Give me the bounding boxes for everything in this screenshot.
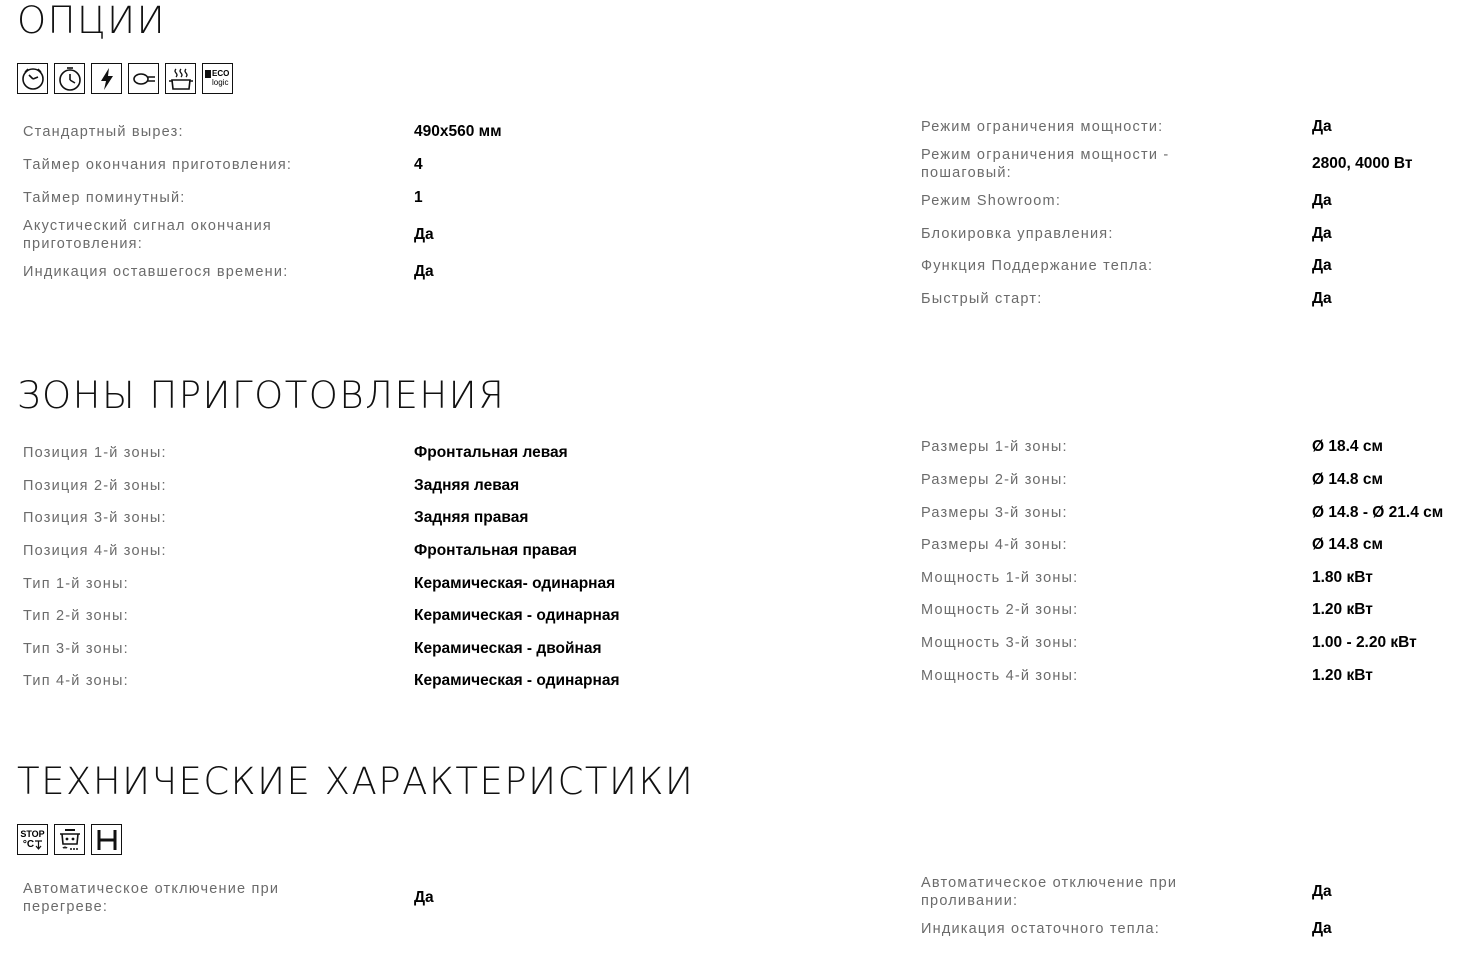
spec-value: Фронтальная правая xyxy=(414,542,577,559)
pot-steam-icon xyxy=(165,63,196,94)
spec-label: Режим ограничения мощности: xyxy=(921,119,1164,135)
spec-label: Быстрый старт: xyxy=(921,291,1043,307)
stop-text: STOP xyxy=(20,829,45,839)
spec-value: Ø 18.4 см xyxy=(1312,438,1383,455)
spec-label: Тип 1-й зоны: xyxy=(23,576,129,592)
spec-label: Индикация остаточного тепла: xyxy=(921,921,1161,937)
spec-label: Тип 2-й зоны: xyxy=(23,608,129,624)
options-icons xyxy=(17,63,233,94)
spec-value: Да xyxy=(1312,883,1332,900)
spec-value: Да xyxy=(1312,257,1332,274)
residual-heat-icon xyxy=(91,824,122,855)
spec-label: Блокировка управления: xyxy=(921,226,1114,242)
spec-value: Да xyxy=(1312,920,1332,937)
spec-label: Таймер поминутный: xyxy=(23,190,186,206)
spec-value: 1.20 кВт xyxy=(1312,601,1373,618)
zones-title: ЗОНЫ ПРИГОТОВЛЕНИЯ xyxy=(17,374,506,417)
spec-label: Позиция 1-й зоны: xyxy=(23,445,167,461)
spec-value: Керамическая - двойная xyxy=(414,640,602,657)
spec-label: Мощность 3-й зоны: xyxy=(921,635,1079,651)
eco-bottom-text: logic xyxy=(212,78,229,87)
spec-value: 1.20 кВт xyxy=(1312,667,1373,684)
spec-label: Режим Showroom: xyxy=(921,193,1062,209)
spec-label: Автоматическое отключение при перегреве: xyxy=(23,881,280,915)
spec-value: Да xyxy=(1312,290,1332,307)
stop-temperature-icon xyxy=(17,824,48,855)
spec-label: Акустический сигнал окончания приготовления: xyxy=(23,218,272,252)
spec-value: Керамическая - одинарная xyxy=(414,607,620,624)
spec-value: 490x560 мм xyxy=(414,123,502,140)
spec-value: Фронтальная левая xyxy=(414,444,568,461)
eco-top-text: ECO xyxy=(212,69,230,78)
timer-icon xyxy=(54,63,85,94)
spec-value: Да xyxy=(414,226,434,243)
spec-value: Ø 14.8 см xyxy=(1312,471,1383,488)
spec-value: Да xyxy=(414,889,434,906)
spec-value: Да xyxy=(1312,225,1332,242)
spec-label: Мощность 4-й зоны: xyxy=(921,668,1079,684)
spec-label: Тип 3-й зоны: xyxy=(23,641,129,657)
spec-value: Ø 14.8 - Ø 21.4 см xyxy=(1312,504,1444,521)
spec-label: Мощность 1-й зоны: xyxy=(921,570,1079,586)
spec-value: 1.80 кВт xyxy=(1312,569,1373,586)
spec-label: Функция Поддержание тепла: xyxy=(921,258,1154,274)
spec-label: Позиция 4-й зоны: xyxy=(23,543,167,559)
spec-label: Индикация оставшегося времени: xyxy=(23,264,289,280)
clock-icon xyxy=(17,63,48,94)
spec-label: Автоматическое отключение при проливании: xyxy=(921,875,1178,909)
spec-label: Размеры 1-й зоны: xyxy=(921,439,1068,455)
lightning-icon xyxy=(91,63,122,94)
spec-label: Позиция 2-й зоны: xyxy=(23,478,167,494)
spec-value: 1 xyxy=(414,189,423,206)
tech-icons xyxy=(17,824,122,855)
spec-label: Тип 4-й зоны: xyxy=(23,673,129,689)
spec-label: Размеры 4-й зоны: xyxy=(921,537,1068,553)
spec-value: Да xyxy=(414,263,434,280)
spec-label: Размеры 2-й зоны: xyxy=(921,472,1068,488)
spec-value: Да xyxy=(1312,192,1332,209)
spec-label: Позиция 3-й зоны: xyxy=(23,510,167,526)
spec-label: Таймер окончания приготовления: xyxy=(23,157,293,173)
spec-value: 2800, 4000 Вт xyxy=(1312,155,1413,172)
power-limit-icon xyxy=(128,63,159,94)
temp-text: °C xyxy=(22,839,35,850)
eco-logic-icon xyxy=(202,63,233,94)
spec-label: Размеры 3-й зоны: xyxy=(921,505,1068,521)
spec-value: Керамическая- одинарная xyxy=(414,575,616,592)
spec-value: Керамическая - одинарная xyxy=(414,672,620,689)
spec-value: Да xyxy=(1312,118,1332,135)
pot-spill-icon xyxy=(54,824,85,855)
spec-label: Мощность 2-й зоны: xyxy=(921,602,1079,618)
spec-value: 1.00 - 2.20 кВт xyxy=(1312,634,1417,651)
spec-value: 4 xyxy=(414,156,423,173)
spec-label: Режим ограничения мощности - пошаговый: xyxy=(921,147,1170,181)
spec-label: Стандартный вырез: xyxy=(23,124,184,140)
spec-value: Задняя левая xyxy=(414,477,520,494)
spec-value: Задняя правая xyxy=(414,509,529,526)
options-title: ОПЦИИ xyxy=(17,0,167,42)
spec-value: Ø 14.8 см xyxy=(1312,536,1383,553)
tech-title: ТЕХНИЧЕСКИЕ ХАРАКТЕРИСТИКИ xyxy=(17,760,695,803)
